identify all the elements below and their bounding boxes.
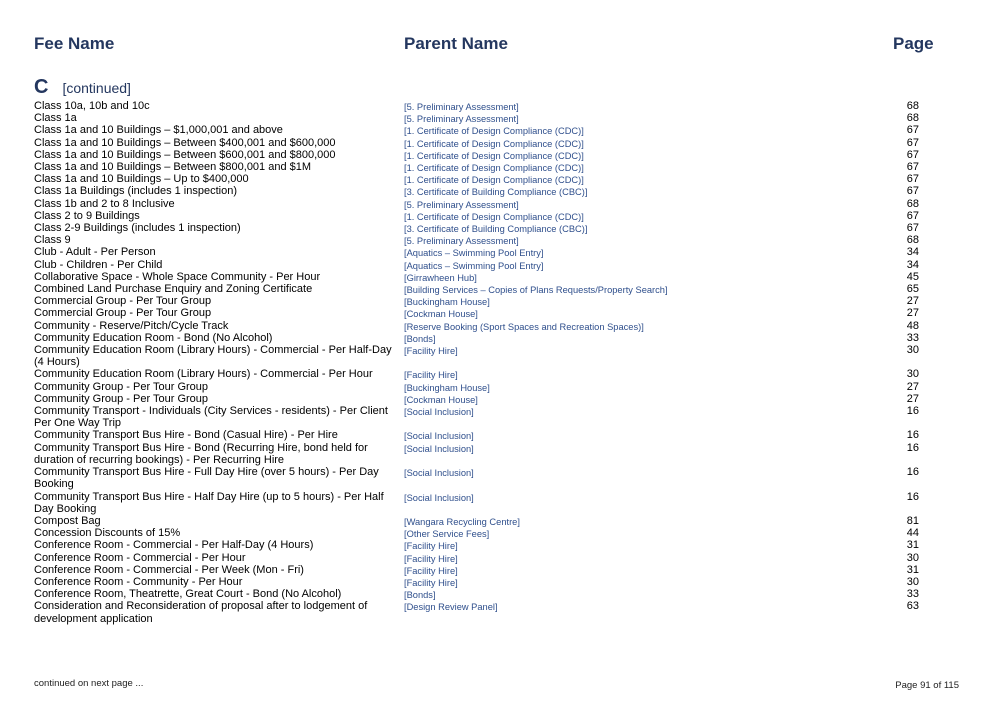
fee-name-header: Fee Name <box>34 34 115 53</box>
fee-name-cell: Collaborative Space - Whole Space Community - Per Hour <box>34 270 321 283</box>
fee-name-cell: Class 1a Buildings (includes 1 inspection) <box>34 185 237 198</box>
fee-name-cell: Community Education Room - Bond (No Alcohol) <box>34 331 273 344</box>
fee-name-cell: Combined Land Purchase Enquiry and Zoning Certificate <box>34 283 313 296</box>
parent-name-link[interactable]: [Buckingham House] <box>404 382 490 393</box>
parent-name-link[interactable]: [Social Inclusion] <box>404 443 474 454</box>
parent-name-link[interactable]: [1. Certificate of Design Compliance (CDC)] <box>404 126 584 137</box>
table-row <box>0 259 992 271</box>
fee-name-cell: Conference Room - Commercial - Per Week (Mon - Fri) <box>34 563 304 576</box>
page-number-cell: 30 <box>906 368 919 381</box>
page-number-cell: 65 <box>906 283 919 296</box>
page-number-cell: 67 <box>906 124 919 137</box>
table-row <box>0 246 992 258</box>
fee-name-cell: Class 1a and 10 Buildings – $1,000,001 and above <box>34 124 283 137</box>
fee-name-cell: Class 1a and 10 Buildings – Between $400,001 and $600,000 <box>34 136 336 149</box>
section-continued-label: [continued] <box>62 80 131 96</box>
fee-name-cell: Class 9 <box>34 234 71 247</box>
table-row <box>0 210 992 222</box>
fee-name-cell: Compost Bag <box>34 514 101 527</box>
page-number-cell: 67 <box>906 173 919 186</box>
page-number-cell: 27 <box>906 392 919 405</box>
page-number-cell: 67 <box>906 136 919 149</box>
table-row <box>0 491 992 515</box>
page-number-cell: 33 <box>906 588 919 601</box>
fee-name-cell: Community Transport Bus Hire - Bond (Casual Hire) - Per Hire <box>34 429 338 442</box>
parent-name-link[interactable]: [Buckingham House] <box>404 297 490 308</box>
page-number-cell: 34 <box>906 258 919 271</box>
parent-name-link[interactable]: [Aquatics – Swimming Pool Entry] <box>404 248 544 259</box>
parent-name-link[interactable]: [3. Certificate of Building Compliance (CBC)] <box>404 187 588 198</box>
parent-name-link[interactable]: [1. Certificate of Design Compliance (CDC)] <box>404 150 584 161</box>
parent-name-link[interactable]: [Facility Hire] <box>404 565 458 576</box>
table-row <box>0 466 992 490</box>
section-letter: C <box>34 76 49 98</box>
table-row <box>0 283 992 295</box>
parent-name-link[interactable]: [1. Certificate of Design Compliance (CDC)] <box>404 175 584 186</box>
parent-name-link[interactable]: [Wangara Recycling Centre] <box>404 516 520 527</box>
page-number-cell: 45 <box>906 270 919 283</box>
page-number-cell: 68 <box>906 112 919 125</box>
fee-name-cell: Class 1a <box>34 112 77 125</box>
table-row <box>0 381 992 393</box>
table-row <box>0 137 992 149</box>
parent-name-link[interactable]: [Cockman House] <box>404 394 478 405</box>
parent-name-link[interactable]: [Aquatics – Swimming Pool Entry] <box>404 260 544 271</box>
table-row <box>0 600 992 624</box>
fee-name-cell: Concession Discounts of 15% <box>34 527 181 540</box>
fee-name-cell: Community Transport - Individuals (City Services - residents) - Per Client Per One Way Trip <box>34 405 388 430</box>
continued-note: continued on next page ... <box>34 678 144 689</box>
table-row <box>0 576 992 588</box>
table-row <box>0 429 992 441</box>
fee-name-cell: Class 1a and 10 Buildings – Between $800,001 and $1M <box>34 161 312 174</box>
fee-name-cell: Conference Room - Commercial - Per Hour <box>34 551 246 564</box>
fee-index-table <box>0 100 992 625</box>
parent-name-link[interactable]: [Facility Hire] <box>404 346 458 357</box>
fee-name-cell: Conference Room - Commercial - Per Half-Day (4 Hours) <box>34 539 314 552</box>
page-number-cell: 44 <box>906 527 919 540</box>
fee-name-cell: Class 1a and 10 Buildings – Between $600,001 and $800,000 <box>34 148 336 161</box>
table-row <box>0 393 992 405</box>
parent-name-link[interactable]: [1. Certificate of Design Compliance (CDC)] <box>404 163 584 174</box>
table-row <box>0 527 992 539</box>
fee-name-cell: Commercial Group - Per Tour Group <box>34 307 212 320</box>
page-number-cell: 16 <box>906 466 919 479</box>
table-row <box>0 344 992 368</box>
page-number-cell: 27 <box>906 307 919 320</box>
table-row <box>0 185 992 197</box>
page-number-cell: 16 <box>906 490 919 503</box>
page-number-cell: 68 <box>906 234 919 247</box>
table-row <box>0 552 992 564</box>
table-row <box>0 100 992 112</box>
fee-name-cell: Conference Room - Community - Per Hour <box>34 575 243 588</box>
parent-name-link[interactable]: [5. Preliminary Assessment] <box>404 102 519 112</box>
page-number-cell: 16 <box>906 429 919 442</box>
page-number-cell: 63 <box>906 600 919 613</box>
fee-name-cell: Club - Children - Per Child <box>34 258 163 271</box>
table-row <box>0 295 992 307</box>
table-row <box>0 405 992 429</box>
fee-name-cell: Community Group - Per Tour Group <box>34 380 209 393</box>
fee-name-cell: Community Education Room (Library Hours) - Commercial - Per Hour <box>34 368 373 381</box>
table-row <box>0 222 992 234</box>
table-row <box>0 124 992 136</box>
page-number-cell: 31 <box>906 563 919 576</box>
table-row <box>0 515 992 527</box>
page-number-cell: 27 <box>906 380 919 393</box>
table-row <box>0 198 992 210</box>
table-row <box>0 442 992 466</box>
table-row <box>0 368 992 380</box>
page-number-cell: 30 <box>906 551 919 564</box>
parent-name-link[interactable]: [Social Inclusion] <box>404 407 474 418</box>
fee-name-cell: Community Education Room (Library Hours) - Commercial - Per Half-Day (4 Hours) <box>34 344 392 369</box>
table-row <box>0 320 992 332</box>
parent-name-link[interactable]: [Social Inclusion] <box>404 492 474 503</box>
page-number-cell: 67 <box>906 222 919 235</box>
page-number-cell: 31 <box>906 539 919 552</box>
parent-name-link[interactable]: [Bonds] <box>404 333 436 344</box>
fee-name-cell: Community Transport Bus Hire - Full Day Hire (over 5 hours) - Per Day Booking <box>34 466 379 491</box>
page-number-cell: 16 <box>906 441 919 454</box>
page-number-cell: 33 <box>906 331 919 344</box>
fee-name-cell: Community Transport Bus Hire - Bond (Recurring Hire, bond held for duration of recurring bookings) - Per Recurring Hire <box>34 441 368 466</box>
page-number-cell: 16 <box>906 405 919 418</box>
page-number-cell: 68 <box>906 100 919 112</box>
page-header: Page <box>893 34 934 53</box>
table-row <box>0 161 992 173</box>
page-number-cell: 68 <box>906 197 919 210</box>
parent-name-link[interactable]: [Cockman House] <box>404 309 478 320</box>
parent-name-link[interactable]: [Facility Hire] <box>404 541 458 552</box>
fee-name-cell: Community - Reserve/Pitch/Cycle Track <box>34 319 229 332</box>
parent-name-link[interactable]: [Girrawheen Hub] <box>404 272 477 283</box>
page-number-cell: 48 <box>906 319 919 332</box>
parent-name-link[interactable]: [Reserve Booking (Sport Spaces and Recreation Spaces)] <box>404 321 644 332</box>
page-number-cell: 30 <box>906 575 919 588</box>
parent-name-link[interactable]: [1. Certificate of Design Compliance (CDC)] <box>404 138 584 149</box>
table-row <box>0 539 992 551</box>
page-number-cell: 81 <box>906 514 919 527</box>
fee-name-cell: Class 2-9 Buildings (includes 1 inspection) <box>34 222 241 235</box>
fee-name-cell: Commercial Group - Per Tour Group <box>34 295 212 308</box>
page-number-cell: 67 <box>906 185 919 198</box>
parent-name-header: Parent Name <box>404 34 508 53</box>
table-row <box>0 307 992 319</box>
page-number-cell: 34 <box>906 246 919 259</box>
parent-name-link[interactable]: [Social Inclusion] <box>404 468 474 479</box>
table-row <box>0 112 992 124</box>
fee-name-cell: Class 1a and 10 Buildings – Up to $400,000 <box>34 173 249 186</box>
table-row <box>0 173 992 185</box>
fee-name-cell: Community Transport Bus Hire - Half Day Hire (up to 5 hours) - Per Half Day Booking <box>34 490 384 515</box>
parent-name-link[interactable]: [Building Services – Copies of Plans Requests/Property Search] <box>404 285 668 296</box>
fee-name-cell: Consideration and Reconsideration of proposal after to lodgement of development application <box>34 600 368 625</box>
parent-name-link[interactable]: [Design Review Panel] <box>404 602 498 613</box>
table-row <box>0 234 992 246</box>
fee-name-cell: Class 1b and 2 to 8 Inclusive <box>34 197 175 210</box>
parent-name-link[interactable]: [5. Preliminary Assessment] <box>404 236 519 247</box>
fee-name-cell: Community Group - Per Tour Group <box>34 392 209 405</box>
parent-name-link[interactable]: [3. Certificate of Building Compliance (CBC)] <box>404 224 588 235</box>
parent-name-link[interactable]: [Facility Hire] <box>404 577 458 588</box>
parent-name-link[interactable]: [Other Service Fees] <box>404 529 490 540</box>
section-heading <box>34 76 131 99</box>
parent-name-link[interactable]: [1. Certificate of Design Compliance (CDC)] <box>404 211 584 222</box>
table-row <box>0 271 992 283</box>
table-row <box>0 149 992 161</box>
page-number-cell: 27 <box>906 295 919 308</box>
fee-name-cell: Class 10a, 10b and 10c <box>34 100 150 112</box>
parent-name-link[interactable]: [Social Inclusion] <box>404 431 474 442</box>
page-number-cell: 67 <box>906 209 919 222</box>
page-number-cell: 67 <box>906 148 919 161</box>
fee-name-cell: Conference Room, Theatrette, Great Court - Bond (No Alcohol) <box>34 588 342 601</box>
table-row <box>0 588 992 600</box>
parent-name-link[interactable]: [Facility Hire] <box>404 370 458 381</box>
parent-name-link[interactable]: [5. Preliminary Assessment] <box>404 114 519 125</box>
page-number-cell: 67 <box>906 161 919 174</box>
parent-name-link[interactable]: [5. Preliminary Assessment] <box>404 199 519 210</box>
page-number: Page 91 of 115 <box>895 680 959 691</box>
table-row <box>0 564 992 576</box>
fee-name-cell: Club - Adult - Per Person <box>34 246 156 259</box>
parent-name-link[interactable]: [Facility Hire] <box>404 553 458 564</box>
table-row <box>0 332 992 344</box>
page-number-cell: 30 <box>906 344 919 357</box>
fee-name-cell: Class 2 to 9 Buildings <box>34 209 140 222</box>
parent-name-link[interactable]: [Bonds] <box>404 590 436 601</box>
